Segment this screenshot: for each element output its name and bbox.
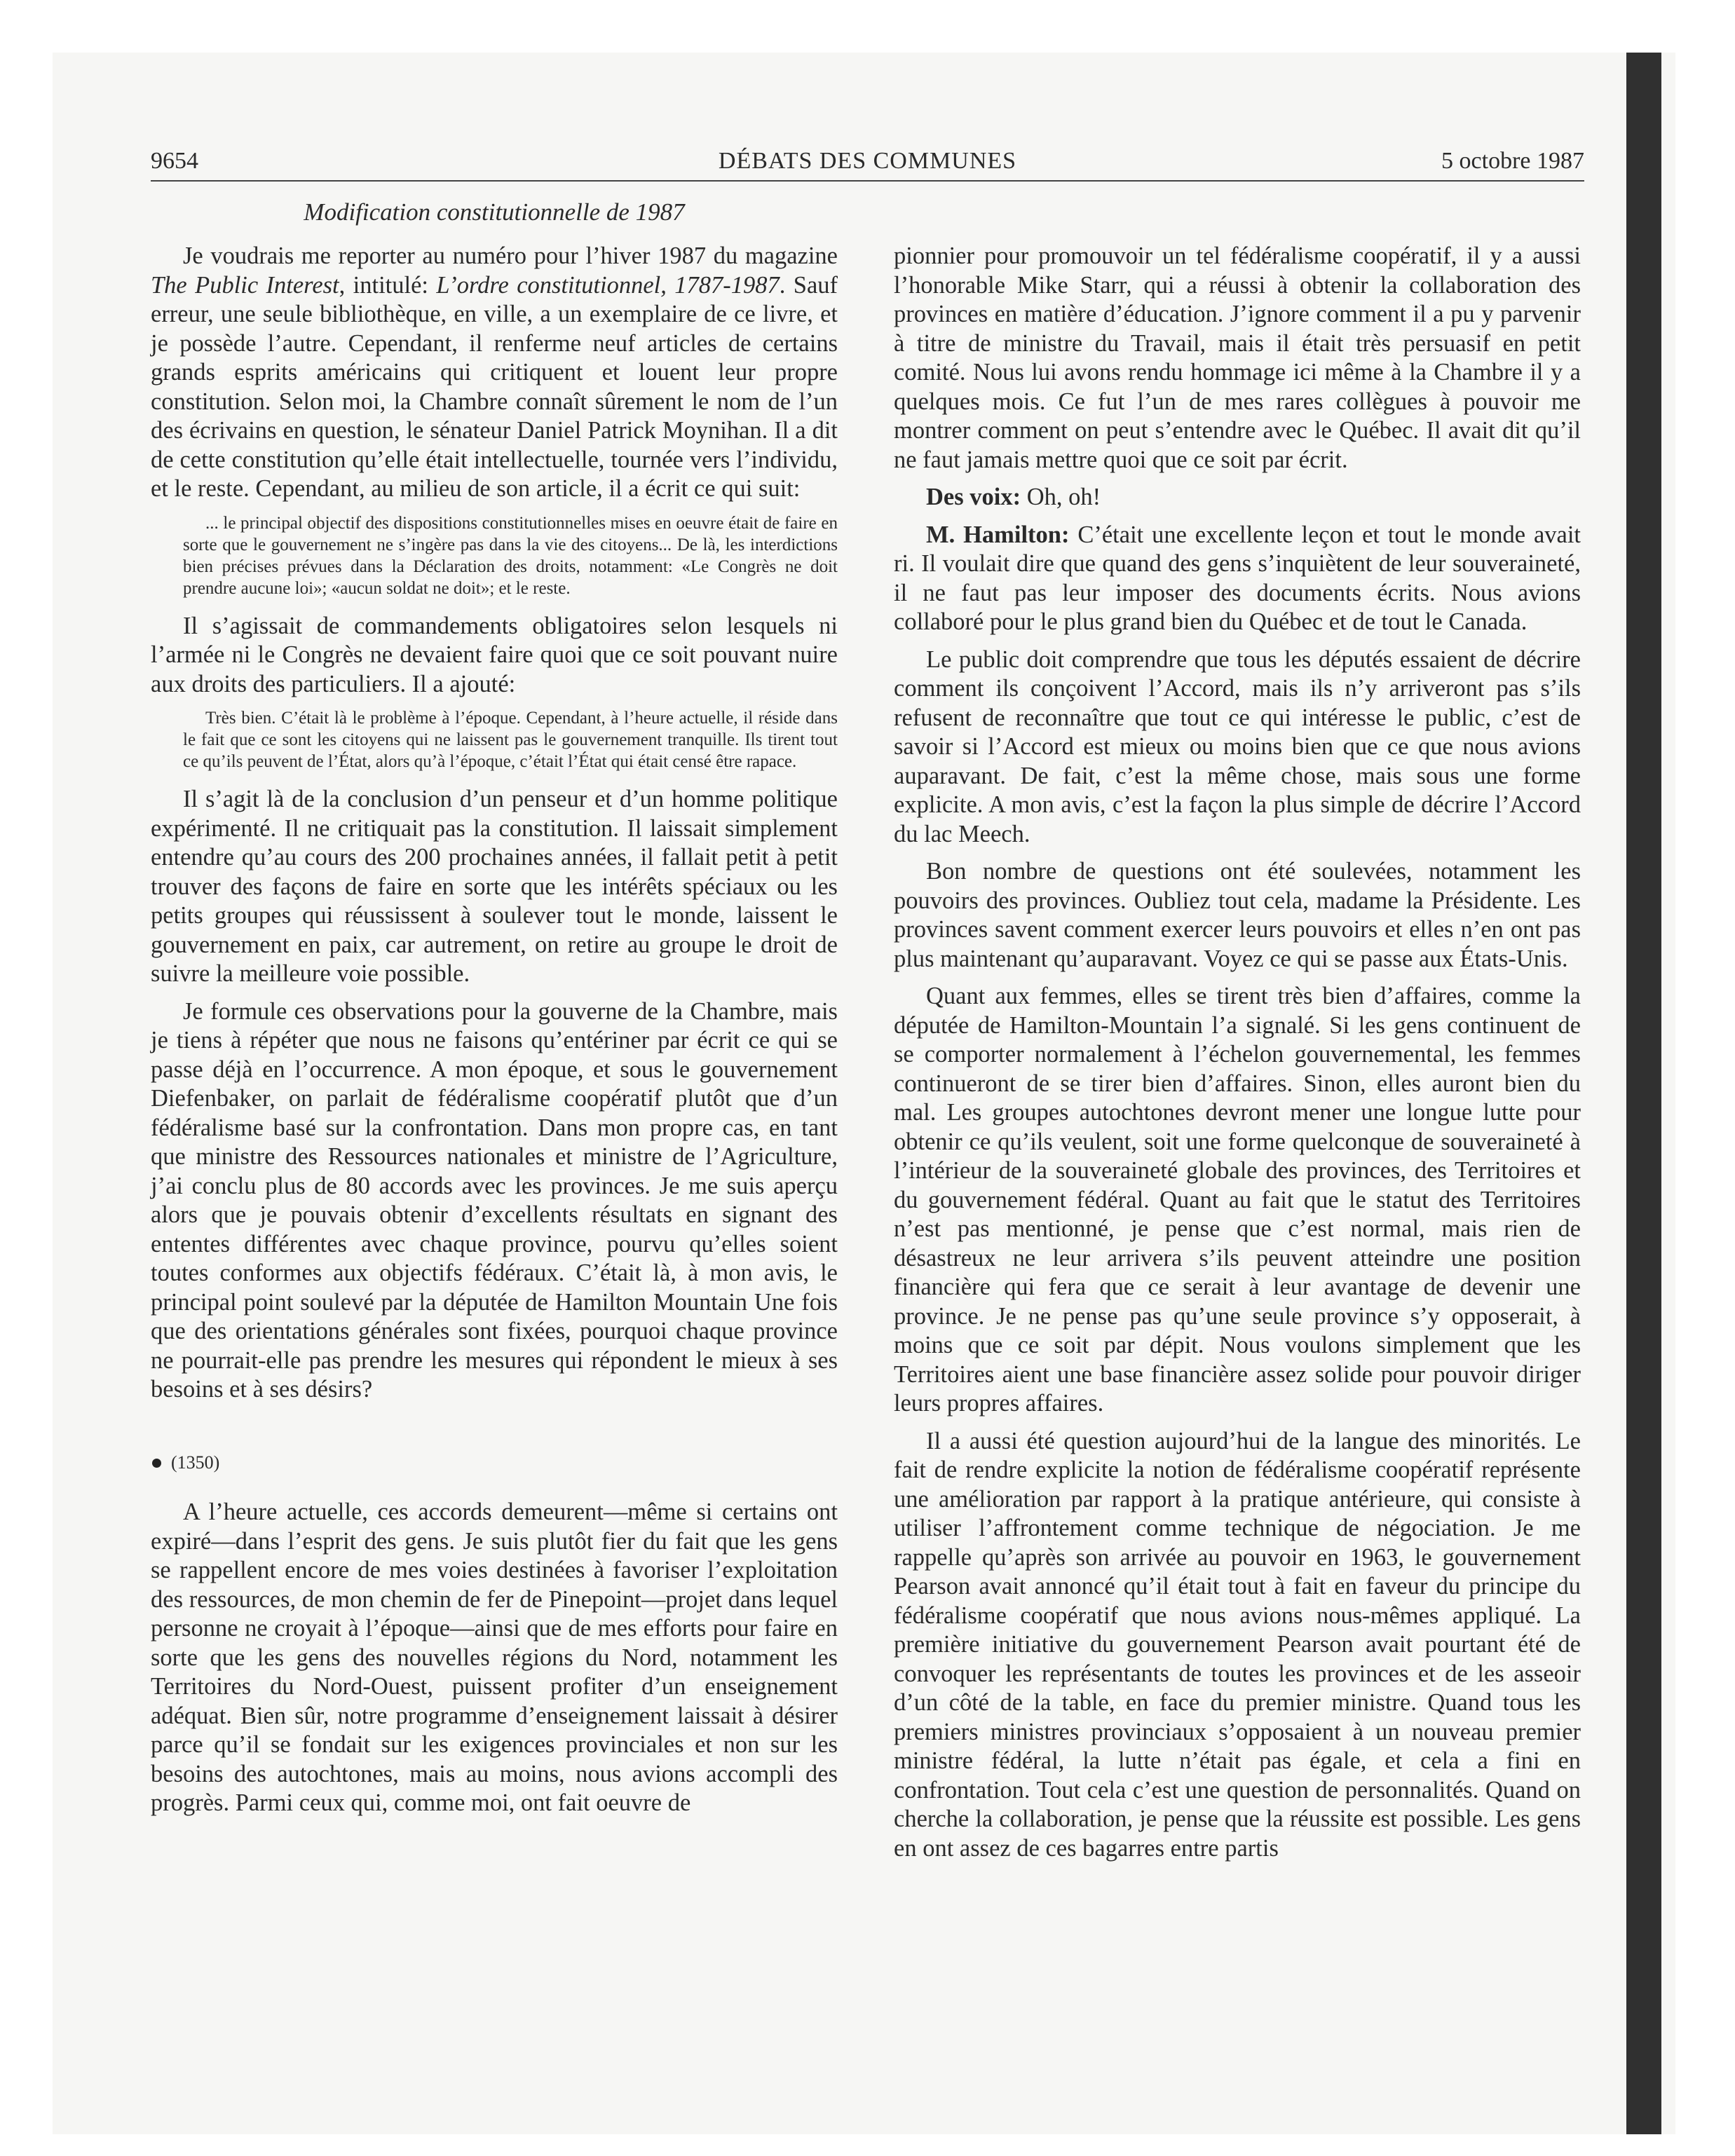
page-header (151, 145, 1584, 182)
paragraph (151, 242, 838, 504)
paragraph: Bon nombre de questions ont été soulevées, notamment les pouvoirs des provinces. Oubliez tout cela, madame la Présidente. Les provinces savent comment exercer leurs pouvoirs et elles n’en ont pas plus maintenant qu’auparavant. Voyez ce qui se passe aux États-Unis. (894, 858, 1581, 972)
scan-edge-bar (1626, 53, 1661, 2134)
paragraph-text: Je voudrais me reporter au numéro pour l’hiver 1987 du magazine (183, 243, 838, 269)
speaker-label: Des voix: (926, 484, 1021, 510)
paragraph: Je formule ces observations pour la gouverne de la Chambre, mais je tiens à répéter que nous ne faisons qu’entériner par écrit ce qui se passe déjà en l’occurrence. A mon époque, et sous le gouvernement Diefenbaker, on parlait de fédéralisme coopératif plutôt que d’un fédéralisme basé sur la confrontation. Dans mon propre cas, en tant que ministre des Ressources nationales et ministre de l’Agriculture, j’ai conclu plus de 80 accords avec les provinces. Je me suis aperçu alors que je pouvais obtenir d’excellents résultats en signant des ententes différentes avec chaque province, pourvu qu’elles soient toutes conformes aux objectifs fédéraux. C’était là, à mon avis, le principal point soulevé par la députée de Hamilton Mountain Une fois que des orientations générales sont fixées, pourquoi chaque province ne pourrait-elle pas prendre les mesures qui répondent le mieux à ses besoins et à ses désirs? (151, 997, 838, 1403)
speech (894, 521, 1581, 637)
timestamp-marker (151, 1448, 838, 1478)
paragraph: Le public doit comprendre que tous les députés essaient de décrire comment ils conçoivent l’Accord, mais ils n’y arriveront pas s’ils refusent de reconnaître que tout ce qui intéresse le public, c’est de savoir si l’Accord est mieux ou moins bien que ce que nous avions auparavant. De fait, c’est la même chose, mais sous une forme explicite. A mon avis, c’est la façon la plus simple de décrire l’Accord du lac Meech. (894, 646, 1581, 847)
block-quote: Très bien. C’était là le problème à l’époque. Cependant, à l’heure actuelle, il réside dans le fait que ce sont les citoyens qui ne laissent pas le gouvernement tranquille. Ils tirent tout ce qu’ils peuvent de l’État, alors qu’à l’époque, c’était l’État qui était censé être rapace. (183, 709, 838, 771)
paragraph: Il s’agissait de commandements obligatoires selon lesquels ni l’armée ni le Congrès ne devaient faire quoi que ce soit pouvant nuire aux droits des particuliers. Il a ajouté: (151, 612, 838, 697)
book-title: L’ordre constitutionnel, 1787-1987 (436, 271, 780, 299)
paragraph: A l’heure actuelle, ces accords demeurent—même si certains ont expiré—dans l’esprit des gens. Je suis plutôt fier du fait que les gens se rappellent encore de mes voies destinées à favoriser l’exploitation des ressources, de mon chemin de fer de Pinepoint—projet dans lequel personne ne croyait à l’époque—ainsi que de mes efforts pour faire en sorte que les gens des nouvelles régions du Nord, notamment les Territoires du Nord-Ouest, puissent profiter d’un enseignement adéquat. Bien sûr, notre programme d’enseignement laissait à désirer parce qu’il se fondait sur les exigences provinciales et non sur les besoins des autochtones, mais au moins, nous avions accompli des progrès. Parmi ceux qui, comme moi, ont fait oeuvre de (151, 1499, 838, 1816)
speech (894, 483, 1581, 512)
running-title: Modification constitutionnelle de 1987 (304, 198, 685, 226)
paragraph: pionnier pour promouvoir un tel fédéralisme coopératif, il y a aussi l’honorable Mike Starr, qui a réussi à obtenir la collaboration des provinces en matière d’éducation. J’ignore comment il a pu y parvenir à titre de ministre du Travail, mais il était très persuasif en petit comité. Nous lui avons rendu hommage ici même à la Chambre il y a quelques mois. Ce fut l’un de mes rares collègues à pouvoir me montrer comment on peut s’entendre avec le Québec. Il avait dit qu’il ne faut jamais mettre quoi que ce soit par écrit. (894, 243, 1581, 473)
speaker-label: M. Hamilton: (926, 521, 1070, 548)
block-quote: ... le principal objectif des dispositions constitutionnelles mises en oeuvre était de faire en sorte que le gouvernement ne s’ingère pas dans la vie des citoyens... De là, les interdictions bien précises prévues dans la Déclaration des droits, notamment: «Le Congrès ne doit prendre aucune loi»; «aucun soldat ne doit»; et le reste. (183, 513, 838, 598)
speech-text: C’était une excellente leçon et tout le monde avait ri. Il voulait dire que quand des gens s’inquiètent de leur souveraineté, il ne faut pas leur imposer des documents écrits. Nous avions collaboré pour le plus grand bien du Québec et de tout le Canada. (894, 521, 1581, 635)
speech-text: Oh, oh! (1021, 484, 1101, 510)
left-column (151, 242, 838, 1827)
magazine-title: The Public Interest (151, 271, 339, 299)
page-number: 9654 (151, 148, 198, 174)
paragraph: Il a aussi été question aujourd’hui de la langue des minorités. Le fait de rendre explicite la notion de fédéralisme coopératif représente une amélioration par rapport à la pratique antérieure, qui consiste à utiliser l’affrontement comme technique de négociation. Je me rappelle qu’après son arrivée au pouvoir en 1963, le gouvernement Pearson avait annoncé qu’il était tout à fait en faveur du principe du fédéralisme coopératif que nous avions nous-mêmes appliqué. La première initiative du gouvernement Pearson avait pourtant été de convoquer les représentants de toutes les provinces et de les asseoir d’un côté de la table, en face du premier ministre. Quand tous les premiers ministres provinciaux s’opposaient à un nouveau premier ministre fédéral, la lutte n’était pas égale, et cela a fini en confrontation. Tout cela c’est une question de personnalités. Quand on cherche la collaboration, je pense que la réussite est possible. Les gens en ont assez de ces bagarres entre partis (894, 1427, 1581, 1862)
bullet-icon (152, 1459, 161, 1468)
right-column (894, 242, 1581, 1871)
timestamp: (1350) (171, 1452, 220, 1473)
paragraph: Quant aux femmes, elles se tirent très bien d’affaires, comme la députée de Hamilton-Mountain l’a signalé. Si les gens continuent de se comporter normalement à l’échelon gouvernemental, les femmes continueront de se tirer bien d’affaires. Sinon, elles auront bien du mal. Les groupes autochtones devront mener une longue lutte pour obtenir ce qu’ils veulent, soit une forme quelconque de souveraineté à l’intérieur de la souveraineté globale des provinces, des Territoires et du gouvernement fédéral. Quant au fait que le statut des Territoires n’est pas mentionné, je pense que c’est normal, mais rien de désastreux ne leur arrivera s’ils peuvent atteindre une position financière qui fera que ce serait à leur avantage de devenir une province. Je ne pense pas qu’une seule province s’y opposerait, à moins que ce soit par dépit. Nous voulons simplement que les Territoires aient une base financière assez solide pour pouvoir diriger leurs propres affaires. (894, 983, 1581, 1417)
paragraph: Il s’agit là de la conclusion d’un penseur et d’un homme politique expérimenté. Il ne critiquait pas la constitution. Il laissait simplement entendre qu’au cours des 200 prochaines années, il fallait petit à petit trouver des façons de faire en sorte que les intérêts spéciaux ou les petits groupes qui réussissent à soulever tout le monde, laissent le gouvernement en paix, car autrement, on retire au groupe le droit de suivre la meilleure voie possible. (151, 786, 838, 987)
session-date: 5 octobre 1987 (1441, 148, 1584, 174)
paragraph-text: . Sauf erreur, une seule bibliothèque, en ville, a un exemplaire de ce livre, et je possède l’autre. Cependant, il renferme neuf articles de certains grands esprits américains qui critiquent et louent leur propre constitution. Selon moi, la Chambre connaît sûrement le nom de l’un des écrivains en question, le sénateur Daniel Patrick Moynihan. Il a dit de cette constitution qu’elle était intellectuelle, tournée vers l’individu, et le reste. Cependant, au milieu de son article, il a écrit ce qui suit: (151, 271, 838, 502)
paragraph-text: , intitulé: (339, 271, 437, 299)
publication-title: DÉBATS DES COMMUNES (718, 148, 1017, 174)
